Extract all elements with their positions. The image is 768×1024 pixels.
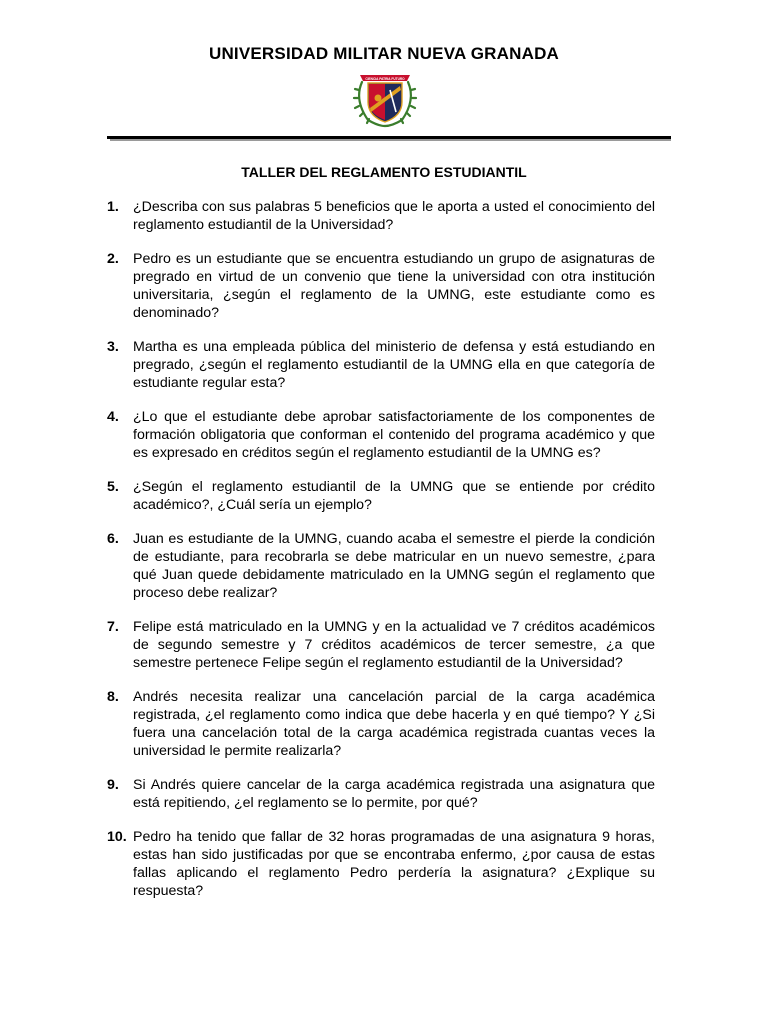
question-item [107, 250, 655, 322]
question-number: 6. [107, 531, 119, 547]
question-item [107, 618, 655, 672]
question-item [107, 338, 655, 392]
question-item [107, 688, 655, 760]
question-number: 1. [107, 199, 119, 215]
question-number: 5. [107, 479, 119, 495]
question-text: Pedro es un estudiante que se encuentra estudiando un grupo de asignaturas de pregrado en virtud de un convenio que tiene la universidad con otra institución universitaria, ¿según el reglamento de la UMNG, este estudiante como es denominado? [133, 251, 655, 321]
question-item [107, 828, 655, 900]
question-text: Felipe está matriculado en la UMNG y en la actualidad ve 7 créditos académicos de segundo semestre y 7 créditos académicos de tercer semestre, ¿a que semestre pertenece Felipe según el reglamento estudiantil de la Universidad? [133, 619, 655, 671]
question-text: Andrés necesita realizar una cancelación parcial de la carga académica registrada, ¿el reglamento como indica que debe hacerla y en qué tiempo? Y ¿Si fuera una cancelación total de la carga académica registrada cuantas veces la universidad le permite realizarla? [133, 689, 655, 759]
question-item [107, 776, 655, 812]
question-item [107, 408, 655, 462]
question-item [107, 478, 655, 514]
question-list [107, 198, 655, 916]
shield-emblem-icon [375, 95, 382, 102]
question-text: Si Andrés quiere cancelar de la carga académica registrada una asignatura que está repitiendo, ¿el reglamento se lo permite, por qué? [133, 777, 655, 811]
question-text: ¿Describa con sus palabras 5 beneficios que le aporta a usted el conocimiento del reglamento estudiantil de la Universidad? [133, 199, 655, 233]
header-divider [107, 136, 671, 141]
question-number: 2. [107, 251, 119, 267]
question-text: ¿Lo que el estudiante debe aprobar satisfactoriamente de los componentes de formación obligatoria que conforman el contenido del programa académico y que es expresado en créditos según el reglamento estudiantil de la UMNG es? [133, 409, 655, 461]
university-crest-logo [350, 68, 420, 130]
question-number: 3. [107, 339, 119, 355]
question-item [107, 530, 655, 602]
question-text: Pedro ha tenido que fallar de 32 horas programadas de una asignatura 9 horas, estas han sido justificadas por que se encontraba enfermo, ¿por causa de estas fallas aplicando el reglamento Pedro perdería la asignatura? ¿Explique su respuesta? [133, 829, 655, 899]
question-number: 4. [107, 409, 119, 425]
university-title: UNIVERSIDAD MILITAR NUEVA GRANADA [208, 44, 560, 63]
question-text: Juan es estudiante de la UMNG, cuando acaba el semestre el pierde la condición de estudiante, para recobrarla se debe matricular en un nuevo semestre, ¿para qué Juan quede debidamente matriculado en la UMNG según el reglamento que proceso debe realizar? [133, 531, 655, 601]
question-number: 8. [107, 689, 119, 705]
question-number: 7. [107, 619, 119, 635]
question-number: 9. [107, 777, 119, 793]
question-text: Martha es una empleada pública del ministerio de defensa y está estudiando en pregrado, ¿según el reglamento estudiantil de la UMNG ella en que categoría de estudiante regular esta? [133, 339, 655, 391]
section-title: TALLER DEL REGLAMENTO ESTUDIANTIL [241, 164, 527, 180]
crest-motto-text: CIENCIA PATRIA FUTURO [365, 76, 405, 81]
question-text: ¿Según el reglamento estudiantil de la UMNG que se entiende por crédito académico?, ¿Cuál sería un ejemplo? [133, 479, 655, 513]
question-number: 10. [107, 829, 127, 845]
question-item [107, 198, 655, 234]
